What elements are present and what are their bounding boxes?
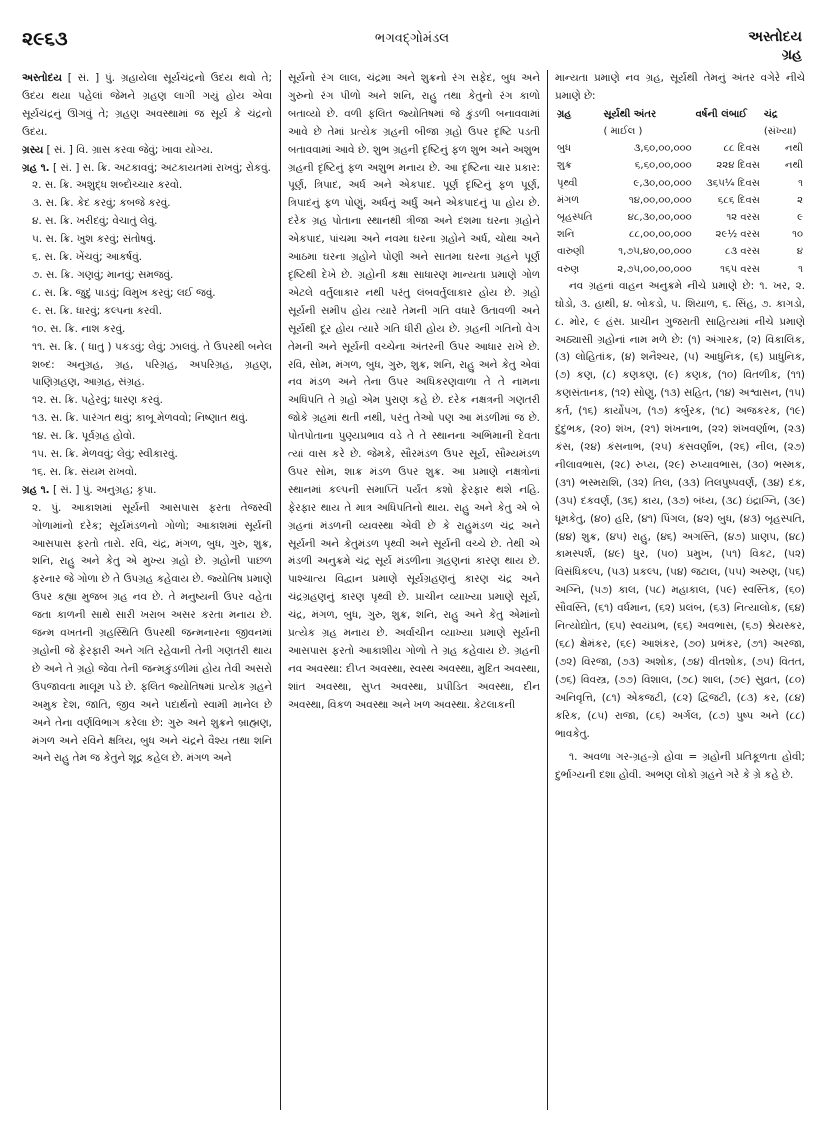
- table-cell: બુધ: [557, 143, 572, 155]
- table-cell: ૩,૬૦,૦૦,૦૦૦: [633, 143, 692, 155]
- headword: અસ્તોદય: [22, 72, 62, 84]
- table-header-row: [555, 106, 805, 123]
- sense: ૪. સ. ક્રિ. ખરીદવું; વેચાતું લેવું.: [32, 215, 158, 228]
- table-cell: ૯,૩૦,૦૦,૦૦૦: [633, 177, 692, 189]
- table-cell: શનિ: [557, 229, 575, 241]
- table-row: [555, 243, 805, 260]
- table-cell: ૧: [798, 177, 803, 189]
- table-cell: ૧,૭૫,૪૦,૦૦,૦૦૦: [618, 246, 692, 258]
- headword: ગ્રસ્ય: [22, 143, 44, 156]
- table-header: સૂર્યથી અંતર: [603, 108, 657, 120]
- guide-word-bottom: ગ્રહ: [781, 47, 802, 63]
- table-cell: ૧૪,૦૦,૦૦,૦૦૦: [628, 194, 692, 206]
- entry-text: [ સં. ] પું. ગ્રહાયેલા સૂર્યચંદ્રનો ઉદય થવો તે; ઉદય થયા પહેલાં જેમને ગ્રહણ લાગી ગયું હોય એવા સૂર્યચંદ્રનું ઊગવું તે; ગ્રહણ અવસ્થામાં જ સૂર્ય કે ચંદ્રનો ઉદય.: [22, 72, 272, 138]
- table-row: [555, 226, 805, 243]
- table-header: ગ્રહ: [557, 108, 572, 120]
- entry-text: [ સં. ] સ. ક્રિ. અટકાવવું; અટકાયતમાં રાખવું; રોકવું.: [49, 161, 271, 174]
- table-cell: ૨: [797, 194, 803, 206]
- table-row: [555, 157, 805, 174]
- table-cell: ૧૬૫ વરસ: [720, 263, 760, 275]
- table-cell: ૮૮,૦૦,૦૦,૦૦૦: [628, 229, 692, 241]
- entry: [22, 142, 272, 160]
- sense: ૩. સ. ક્રિ. કેદ કરવું; કબજે કરવું.: [32, 197, 171, 210]
- sense: ૧૫. સ. ક્રિ. મેળવવું; લેવું; સ્વીકારવું.: [32, 448, 178, 461]
- column-2: [288, 70, 540, 1120]
- page-number: ૨૯૬૩: [22, 28, 68, 50]
- table-cell: બૃહસ્પતિ: [557, 212, 593, 224]
- guide-word-top: અસ્તોદય: [748, 29, 802, 45]
- table-cell: ૪૮,૩૦,૦૦,૦૦૦: [627, 212, 692, 224]
- column-divider: [280, 70, 281, 1110]
- entry-text: [ સં. ] પું. અનુગ્રહ; કૃપા.: [49, 483, 157, 496]
- table-subheader: [694, 123, 762, 140]
- sense: ૬. સ. ક્રિ. ખેંચવું; આકર્ષવું.: [32, 251, 143, 264]
- sense: ૨. સ. ક્રિ. અશુદ્ધ શબ્દોચ્ચાર કરવો.: [32, 179, 183, 192]
- table-row: [555, 175, 805, 192]
- entry-continuation: સૂર્યનો રંગ લાલ, ચંદ્રમા અને શુક્રનો રંગ સફેદ, બુધ અને ગુરુનો રંગ પીળો અને શનિ, રાહુ તથા કેતુનો રંગ કાળો બતાવ્યો છે. વળી ફલિત જ્યોતિષમાં જે કુંડળી બનાવવામાં આવે છે તેમાં પ્રત્યેક ગ્રહની બીજા ગ્રહો ઉપર દૃષ્ટિ પડતી બતાવવામાં આવે છે. શુભ ગ્રહની દૃષ્ટિનું ફળ શુભ અને અશુભ ગ્રહની દૃષ્ટિનું ફળ અશુભ મનાય છે. આ દૃષ્ટિના ચાર પ્રકાર: પૂર્ણ, ત્રિપાદ, અર્ધ અને એકપાદ. પૂર્ણ દૃષ્ટિનું ફળ પૂર્ણ, ત્રિપાદનું ફળ પોણું, અર્ધનું અર્ધું અને એકપાદનું પા હોય છે. દરેક ગ્રહ પોતાના સ્થાનથી ત્રીજા અને દશમા ઘરના ગ્રહોને એકપાદ, પાંચમા અને નવમા ઘરના ગ્રહોને અર્ધ, ચોથા અને આઠમા ઘરના ગ્રહોને પોણી અને સાતમા ઘરના ગ્રહને પૂર્ણ દૃષ્ટિથી દેખે છે. ગ્રહોની કક્ષા સાધારણ માન્યતા પ્રમાણે ગોળ એટલે વર્તુલાકાર નથી પરંતુ લંબવર્તુલાકાર હોય છે. ગ્રહો સૂર્યની સમીપ હોય ત્યારે તેમની ગતિ વધારે ઉતાવળી અને સૂર્યથી દૂર હોય ત્યારે ગતિ ધીરી હોય છે. ગ્રહની ગતિનો વેગ તેમની અને સૂર્યની વચ્ચેના અંતરની ઉપર આધાર રાખે છે. રવિ, સોમ, મંગળ, બુધ, ગુરુ, શુક્ર, શનિ, રાહુ અને કેતુ એવાં નવ મંડળ અને તેના ઉપર અધિકરણવાળા તે તે નામના અધિપતિ તે ગ્રહો એમ પુરાણ કહે છે. દરેક નક્ષત્રની ગણતરી જોકે ગ્રહમાં થતી નથી, પરંતુ તેઓ પણ આ મંડળીમાં જ છે. પોતપોતાના પુણ્યપ્રભાવ વડે તે તે સ્થાનના અભિમાની દેવતા ત્યાં વાસ કરે છે. જેમકે, સૌરમંડળ ઉપર સૂર્ય, સૌમ્યમંડળ ઉપર સોમ, શાક્ર મંડળ ઉપર શુક્ર. આ પ્રમાણે નક્ષત્રોનાં સ્થાનમાં કલ્પની સમાપ્તિ પર્યંત કશો ફેરફાર થશે નહિ. ફેરફાર થાય તે માત્ર અધિપતિનો થાય. રાહુ અને કેતુ એ બે ગ્રહનાં મંડળની વ્યવસ્થા એવી છે કે રાહુમંડળ ચંદ્ર અને સૂર્યની અને કેતુમંડળ પૃથ્વી અને સૂર્યની વચ્ચે છે. તેથી એ મંડળી અનુક્રમે ચંદ્ર સૂર્ય મંડળીના ગ્રહણનાં કારણ થાય છે. પાશ્ચાત્ય વિદ્વાન પ્રમાણે સૂર્યગ્રહણનું કારણ ચંદ્ર અને ચંદ્રગ્રહણનું કારણ પૃથ્વી છે. પ્રાચીન વ્યાખ્યા પ્રમાણે સૂર્ય, ચંદ્ર, મંગળ, બુધ, ગુરુ, શુક્ર, શનિ, રાહુ અને કેતુ એમાંનો પ્રત્યેક ગ્રહ મનાય છે. અર્વાચીન વ્યાખ્યા પ્રમાણે સૂર્યની આસપાસ ફરતો આકાશીય ગોળો તે ગ્રહ કહેવાય છે. ગ્રહની નવ અવસ્થા: દીપ્ત અવસ્થા, સ્વસ્થ અવસ્થા, મુદિત અવસ્થા, શાંત અવસ્થા, સુપ્ત અવસ્થા, પ્રપીડિત અવસ્થા, દીન અવસ્થા, વિકળ અવસ્થા અને ખળ અવસ્થા. કેટલાકની: [288, 72, 540, 711]
- table-cell: ૧: [798, 263, 803, 275]
- entry: [22, 70, 272, 142]
- column-3: [555, 70, 805, 1120]
- table-cell: ૨૨૪ દિવસ: [716, 160, 760, 172]
- table-cell: વરુણ: [557, 263, 580, 275]
- table-header: વર્ષની લંબાઈ: [695, 108, 748, 120]
- entry-continuation: માન્યતા પ્રમાણે નવ ગ્રહ, સૂર્યથી તેમનું અંતર વગેરે નીચે પ્રમાણે છે:: [555, 72, 805, 102]
- sense: ૧૨. સ. ક્રિ. પહેરવું; ધારણ કરવું.: [32, 394, 163, 407]
- footnote: ૧. અવળા ગર-ગ્રહ-ગ્રે હોવા = ગ્રહોની પ્રતિકૂળતા હોવી; દુર્ભાગ્યની દશા હોવી. અભણ લોકો ગ્રહને ગરે કે ગ્રે કહે છે.: [555, 751, 805, 782]
- sense: ૧૧. સ. ક્રિ. ( ધાતુ ) પકડવું; લેવું; ઝાલવું. તે ઉપરથી બનેલ શબ્દ: અનુગ્રહ, ગ્રહ, પરિગ્રહ, અપરિગ્રહ, ગ્રહણ, પાણિગ્રહણ, આગ્રહ, સંગ્રહ.: [32, 340, 272, 389]
- table-subheader-row: [555, 123, 805, 140]
- headword: ગ્રહ ૧.: [22, 161, 50, 174]
- table-row: [555, 192, 805, 209]
- table-cell: ૪: [796, 246, 803, 258]
- table-cell: શુક્ર: [557, 160, 572, 172]
- sense: ૭. સ. ક્રિ. ગણવું; માનવું; સમજવું.: [32, 268, 174, 281]
- sense: ૫. સ. ક્રિ. ખુશ કરવું; સંતોષવું.: [32, 233, 157, 246]
- sense: ૧૦. સ. ક્રિ. નાશ કરવું.: [32, 322, 126, 335]
- table-cell: ૧૦: [792, 229, 803, 241]
- table-cell: નથી: [785, 143, 803, 155]
- entry-text: [ સં. ] વિ. ગ્રાસ કરવા જેવું; ખાવા યોગ્ય.: [43, 143, 214, 156]
- table-cell: ૩૬૫¼ દિવસ: [705, 177, 760, 189]
- table-cell: પૃથ્વી: [557, 177, 578, 189]
- entry: [22, 482, 272, 500]
- column-divider: [547, 70, 548, 1110]
- table-row: [555, 209, 805, 226]
- table-cell: ૮૩ વરસ: [724, 246, 760, 258]
- table-cell: ૬૮૬ દિવસ: [717, 194, 760, 206]
- table-row: [555, 140, 805, 157]
- planet-table: [555, 106, 805, 278]
- sense: ૨. પું. આકાશમાં સૂર્યની આસપાસ ફરતા તેજસ્વી ગોળામાંનો દરેક; સૂર્યમંડળનો ગોળો; આકાશમાં સૂર્યની આસપાસ ફરતો તારો. રવિ, ચંદ્ર, મંગળ, બુધ, ગુરુ, શુક્ર, શનિ, રાહુ અને કેતુ એ મુખ્ય ગ્રહો છે. ગ્રહોની પાછળ ફરનાર જે ગોળા છે તે ઉપગ્રહ કહેવાય છે. જ્યોતિષ પ્રમાણે ઉપર કહ્યા મુજબ ગ્રહ નવ છે. તે મનુષ્યની ઉપર વહેતા જતા કાળની સાથે સારી ખરાબ અસર કરતા મનાય છે. જન્મ વખતની ગ્રહસ્થિતિ ઉપરથી જન્મનારના જીવનમાં ગ્રહોની જે ફેરફારી અને ગતિ રહેવાની તેની ગણતરી થાય છે અને તે ગ્રહો જેવા તેની જન્મકુંડળીમાં હોય તેવી અસરો ઉપજાવતા માલૂમ પડે છે. ફલિત જ્યોતિષમાં પ્રત્યેક ગ્રહને અમુક દેશ, જાતિ, જીવ અને પદાર્થનો સ્વામી માનેલ છે અને તેના વર્ણવિભાગ કરેલા છે: ગુરુ અને શુક્રને બ્રાહ્મણ, મંગળ અને રવિને ક્ષત્રિય, બુધ અને ચંદ્રને વૈશ્ય તથા શનિ અને રાહુ તેમ જ કેતુને શૂદ્ર કહેલ છે. મંગળ અને: [32, 501, 272, 765]
- column-1: [22, 70, 272, 1120]
- sense: ૧૩. સ. ક્રિ. પારંગત થવું; કાબૂ મેળવવો; નિષ્ણાત થવું.: [32, 412, 249, 425]
- table-cell: ૨,૭૫,૦૦,૦૦,૦૦૦: [617, 263, 692, 275]
- guide-words: [748, 28, 802, 64]
- table-cell: વારુણી: [557, 246, 585, 258]
- table-subheader: ( માઈલ ): [603, 126, 643, 138]
- sense: ૯. સ. ક્રિ. ધારવું; કલ્પના કરવી.: [32, 304, 163, 317]
- book-title: ભગવદ્ગોમંડલ: [374, 31, 450, 46]
- table-cell: નથી: [785, 160, 803, 172]
- page-header: [22, 28, 802, 62]
- sense: ૮. સ. ક્રિ. જુદું પાડવું; વિમુખ કરવું; લઈ જવું.: [32, 286, 216, 299]
- sense: ૧૬. સ. ક્રિ. સંયમ રાખવો.: [32, 465, 138, 478]
- table-subheader: (સંખ્યા): [763, 126, 797, 138]
- table-header: ચંદ્ર: [763, 108, 778, 120]
- table-row: [555, 261, 805, 278]
- table-cell: ૮૮ દિવસ: [723, 143, 760, 155]
- table-cell: ૨૯½ વરસ: [715, 229, 760, 241]
- table-cell: ૧૨ વરસ: [726, 212, 760, 224]
- table-cell: ૬,૬૦,૦૦,૦૦૦: [634, 160, 692, 172]
- table-cell: ૯: [797, 212, 803, 224]
- sense: ૧૪. સ. ક્રિ. પૂર્વગ્રહ હોવો.: [32, 430, 136, 443]
- entry: [22, 160, 272, 178]
- entry-continuation: નવ ગ્રહનાં વાહન અનુક્રમે નીચે પ્રમાણે છે: ૧. ખર, ૨. ઘોડો, ૩. હાથી, ૪. બોકડો, ૫. શિયાળ, ૬. સિંહ, ૭. કાગડો, ૮. મોર, ૯ હંસ. પ્રાચીન ગુજરાતી સાહિત્યમાં નીચે પ્રમાણે અઠ્યાસી ગ્રહોનાં નામ મળે છે: (૧) અંગારક, (૨) વિકાલિક, (૩) લોહિતાંક, (૪) શનૈશ્ચર, (૫) આધુનિક, (૬) પ્રાધુનિક, (૭) કણ, (૮) કણકણ, (૯) કણક, (૧૦) વિતળીક, (૧૧) કણસંતાનક, (૧૨) સોણુ, (૧૩) સહિત, (૧૪) અશ્વાસન, (૧૫) કર્ત, (૧૬) કાર્યોપગ, (૧૭) કર્બુરક, (૧૮) અજકરક, (૧૯) દુંદુભક, (૨૦) શંખ, (૨૧) શંખનાભ, (૨૨) શંખવર્ણાભ, (૨૩) કંસ, (૨૪) કંસનાભ, (૨૫) કંસવર્ણાભ, (૨૬) નીલ, (૨૭) નીલાવભાસ, (૨૮) રુપ્ય, (૨૯) રુપ્યાવભાસ, (૩૦) ભસ્મક, (૩૧) ભસ્મરાશિ, (૩૨) તિલ, (૩૩) તિલપુષ્પવર્ણ, (૩૪) દક, (૩૫) દકવર્ણ, (૩૬) કાય, (૩૭) બંધ્ય, (૩૮) ઇંદ્રાગ્નિ, (૩૯) ધૂમકેતુ, (૪૦) હરિ, (૪૧) પિંગલ, (૪૨) બુધ, (૪૩) બૃહસ્પતિ, (૪૪) શુક્ર, (૪૫) રાહુ, (૪૬) અગસ્તિ, (૪૭) પ્રાણપ, (૪૮) કામસ્પર્શ, (૪૯) ધુર, (૫૦) પ્રમુખ, (૫૧) વિકટ, (૫૨) વિસંધિકલ્પ, (૫૩) પ્રકલ્પ, (૫૪) જટાલ, (૫૫) અરુણ, (૫૬) અગ્નિ, (૫૭) કાલ, (૫૮) મહાકાલ, (૫૯) સ્વસ્તિક, (૬૦) સૌવસ્તિ, (૬૧) વર્ધમાન, (૬૨) પ્રલંબ, (૬૩) નિત્યાલોક, (૬૪) નિત્યોદ્યોત, (૬૫) સ્વયંપ્રભ, (૬૬) અવભાસ, (૬૭) શ્રેયસ્કર, (૬૮) ક્ષેમંકર, (૬૯) આશંકર, (૭૦) પ્રભંકર, (૭૧) અરજા, (૭૨) વિરજા, (૭૩) અશોક, (૭૪) વીતશોક, (૭૫) વિતત, (૭૬) વિવસ્ત્ર, (૭૭) વિશાલ, (૭૮) શાલ, (૭૯) સુવ્રત, (૮૦) અનિવૃત્તિ, (૮૧) એકજટી, (૮૨) દ્વિજટી, (૮૩) કર, (૮૪) કરિક, (૮૫) રાજા, (૮૬) અર્ગલ, (૮૭) પુષ્પ અને (૮૮) ભાવકેતુ.: [555, 279, 805, 740]
- table-cell: મંગળ: [557, 194, 580, 206]
- headword: ગ્રહ ૧.: [22, 483, 50, 496]
- table-subheader: [555, 123, 602, 140]
